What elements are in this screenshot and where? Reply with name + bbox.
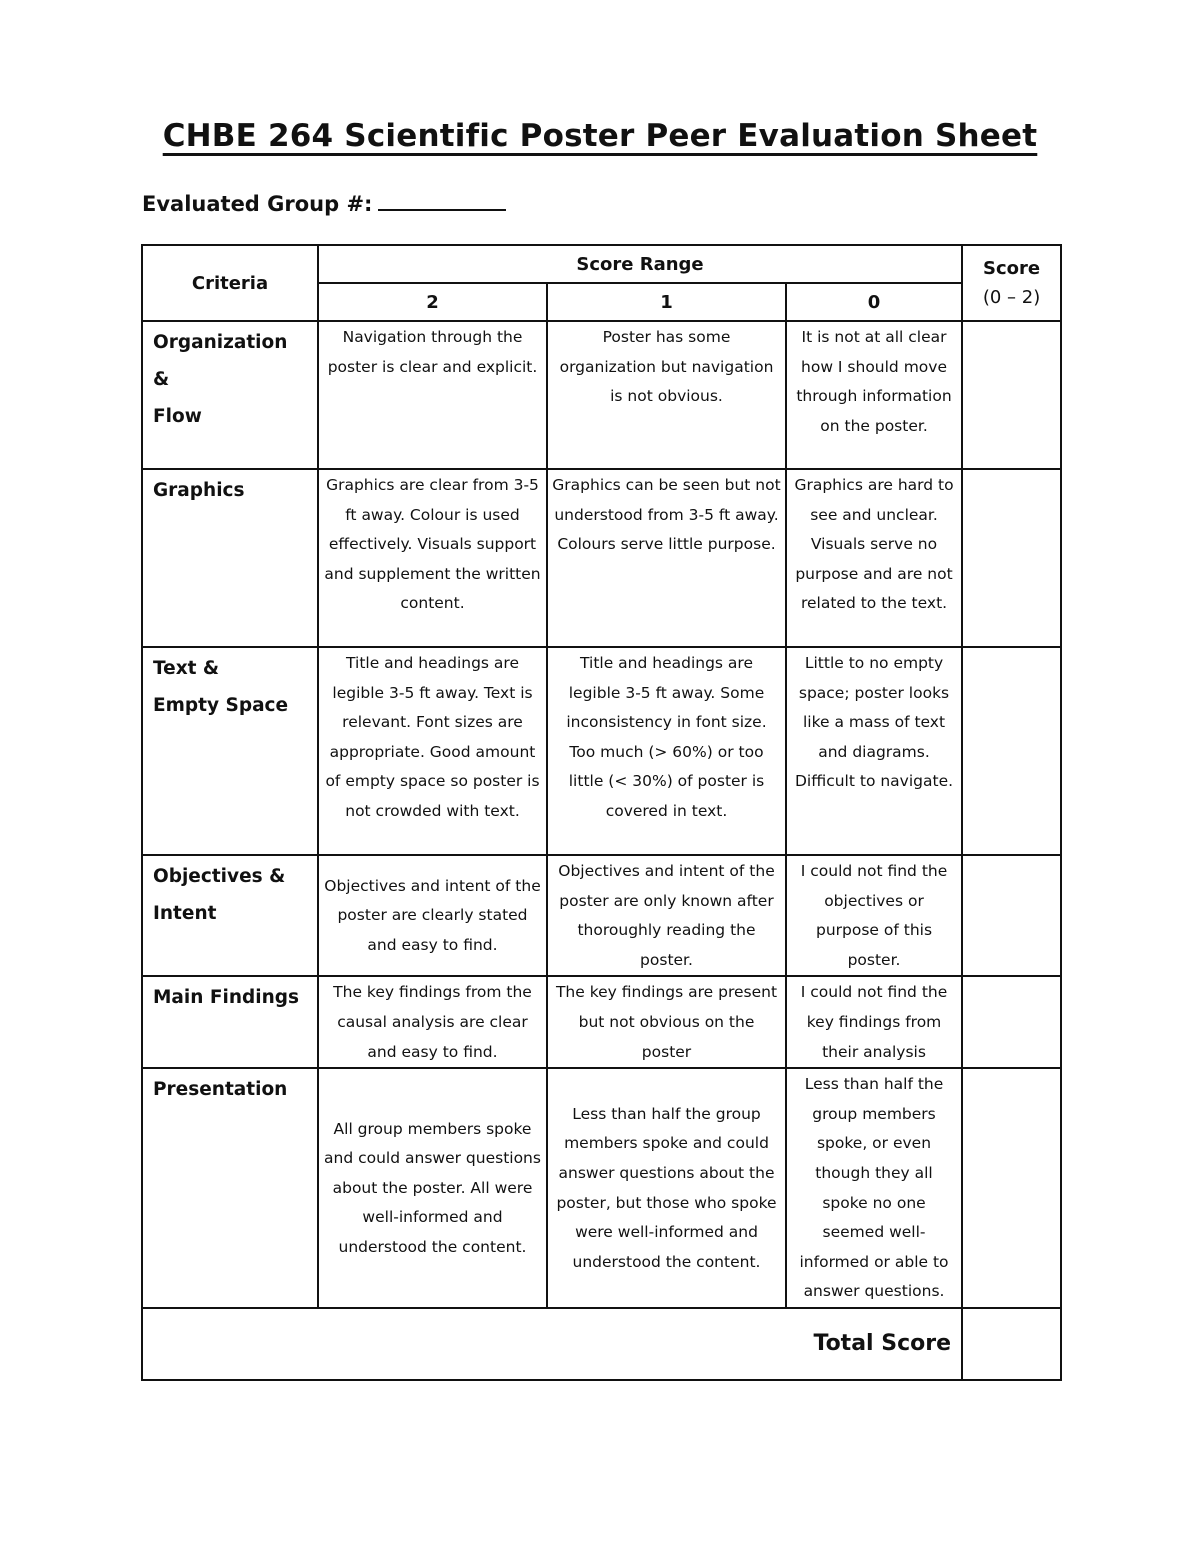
score-header [962, 245, 1061, 321]
table-row [142, 469, 1061, 647]
score-input-cell[interactable] [962, 647, 1061, 855]
desc-level-2: The key findings from the causal analysis are clear and easy to find. [318, 976, 547, 1068]
criterion-line: Empty Space [153, 695, 289, 716]
score-input-cell[interactable] [962, 1068, 1061, 1308]
header-row [142, 245, 1061, 283]
total-row [142, 1308, 1061, 1380]
criterion-line: Presentation [153, 1079, 288, 1101]
criteria-header: Criteria [142, 245, 318, 321]
desc-level-2: All group members spoke and could answer questions about the poster. All were well-informed and understood the content. [318, 1068, 547, 1308]
desc-level-1: Poster has some organization but navigation is not obvious. [547, 321, 786, 469]
criterion-line: Objectives & [153, 866, 286, 887]
desc-level-1: The key findings are present but not obvious on the poster [547, 976, 786, 1068]
score-input-cell[interactable] [962, 976, 1061, 1068]
desc-level-2: Graphics are clear from 3-5 ft away. Colour is used effectively. Visuals support and supplement the written content. [318, 469, 547, 647]
total-score-cell[interactable] [962, 1308, 1061, 1380]
score-header-label: Score [982, 258, 1041, 279]
table-row [142, 321, 1061, 469]
evaluated-group-field [142, 192, 506, 216]
criterion-line: Text & [153, 658, 220, 679]
criterion-line: Main Findings [153, 987, 300, 1009]
criterion-line: Graphics [153, 480, 245, 501]
page-title: CHBE 264 Scientific Poster Peer Evaluation Sheet [162, 118, 1038, 154]
level-1-header: 1 [547, 283, 786, 321]
desc-level-2: Objectives and intent of the poster are clearly stated and easy to find. [318, 855, 547, 976]
desc-level-1: Title and headings are legible 3-5 ft away. Some inconsistency in font size. Too much (> 60%) or too little (< 30%) of poster is covered in text. [547, 647, 786, 855]
total-score-label: Total Score [142, 1308, 962, 1380]
desc-level-0: Less than half the group members spoke, or even though they all spoke no one seemed well-informed or able to answer questions. [786, 1068, 962, 1308]
evaluated-group-label: Evaluated Group #: [142, 192, 373, 216]
evaluated-group-blank[interactable] [378, 195, 506, 211]
desc-level-1: Graphics can be seen but not understood from 3-5 ft away. Colours serve little purpose. [547, 469, 786, 647]
table-row [142, 855, 1061, 976]
rubric-table [141, 244, 1062, 1381]
desc-level-2: Title and headings are legible 3-5 ft away. Text is relevant. Font sizes are appropriate. Good amount of empty space so poster is not crowded with text. [318, 647, 547, 855]
table-row [142, 647, 1061, 855]
score-header-range: (0 – 2) [982, 287, 1041, 308]
criterion-line: Flow [153, 406, 202, 427]
score-input-cell[interactable] [962, 855, 1061, 976]
level-0-header: 0 [786, 283, 962, 321]
desc-level-0: I could not find the key findings from their analysis [786, 976, 962, 1068]
criterion-graphics [142, 469, 318, 647]
table-row [142, 976, 1061, 1068]
level-2-header: 2 [318, 283, 547, 321]
score-range-header: Score Range [318, 245, 962, 283]
desc-level-2: Navigation through the poster is clear and explicit. [318, 321, 547, 469]
desc-level-0: It is not at all clear how I should move through information on the poster. [786, 321, 962, 469]
table-row [142, 1068, 1061, 1308]
criterion-presentation [142, 1068, 318, 1308]
criterion-line: Organization [153, 332, 288, 353]
desc-level-1: Objectives and intent of the poster are only known after thoroughly reading the poster. [547, 855, 786, 976]
desc-level-0: I could not find the objectives or purpose of this poster. [786, 855, 962, 976]
criterion-objectives-intent [142, 855, 318, 976]
desc-level-1: Less than half the group members spoke and could answer questions about the poster, but those who spoke were well-informed and understood the content. [547, 1068, 786, 1308]
criterion-line: & [153, 369, 170, 390]
criterion-main-findings [142, 976, 318, 1068]
desc-level-0: Graphics are hard to see and unclear. Visuals serve no purpose and are not related to the text. [786, 469, 962, 647]
score-input-cell[interactable] [962, 469, 1061, 647]
score-input-cell[interactable] [962, 321, 1061, 469]
criterion-organization-flow [142, 321, 318, 469]
desc-level-0: Little to no empty space; poster looks like a mass of text and diagrams. Difficult to navigate. [786, 647, 962, 855]
criterion-line: Intent [153, 903, 217, 924]
criterion-text-empty-space [142, 647, 318, 855]
